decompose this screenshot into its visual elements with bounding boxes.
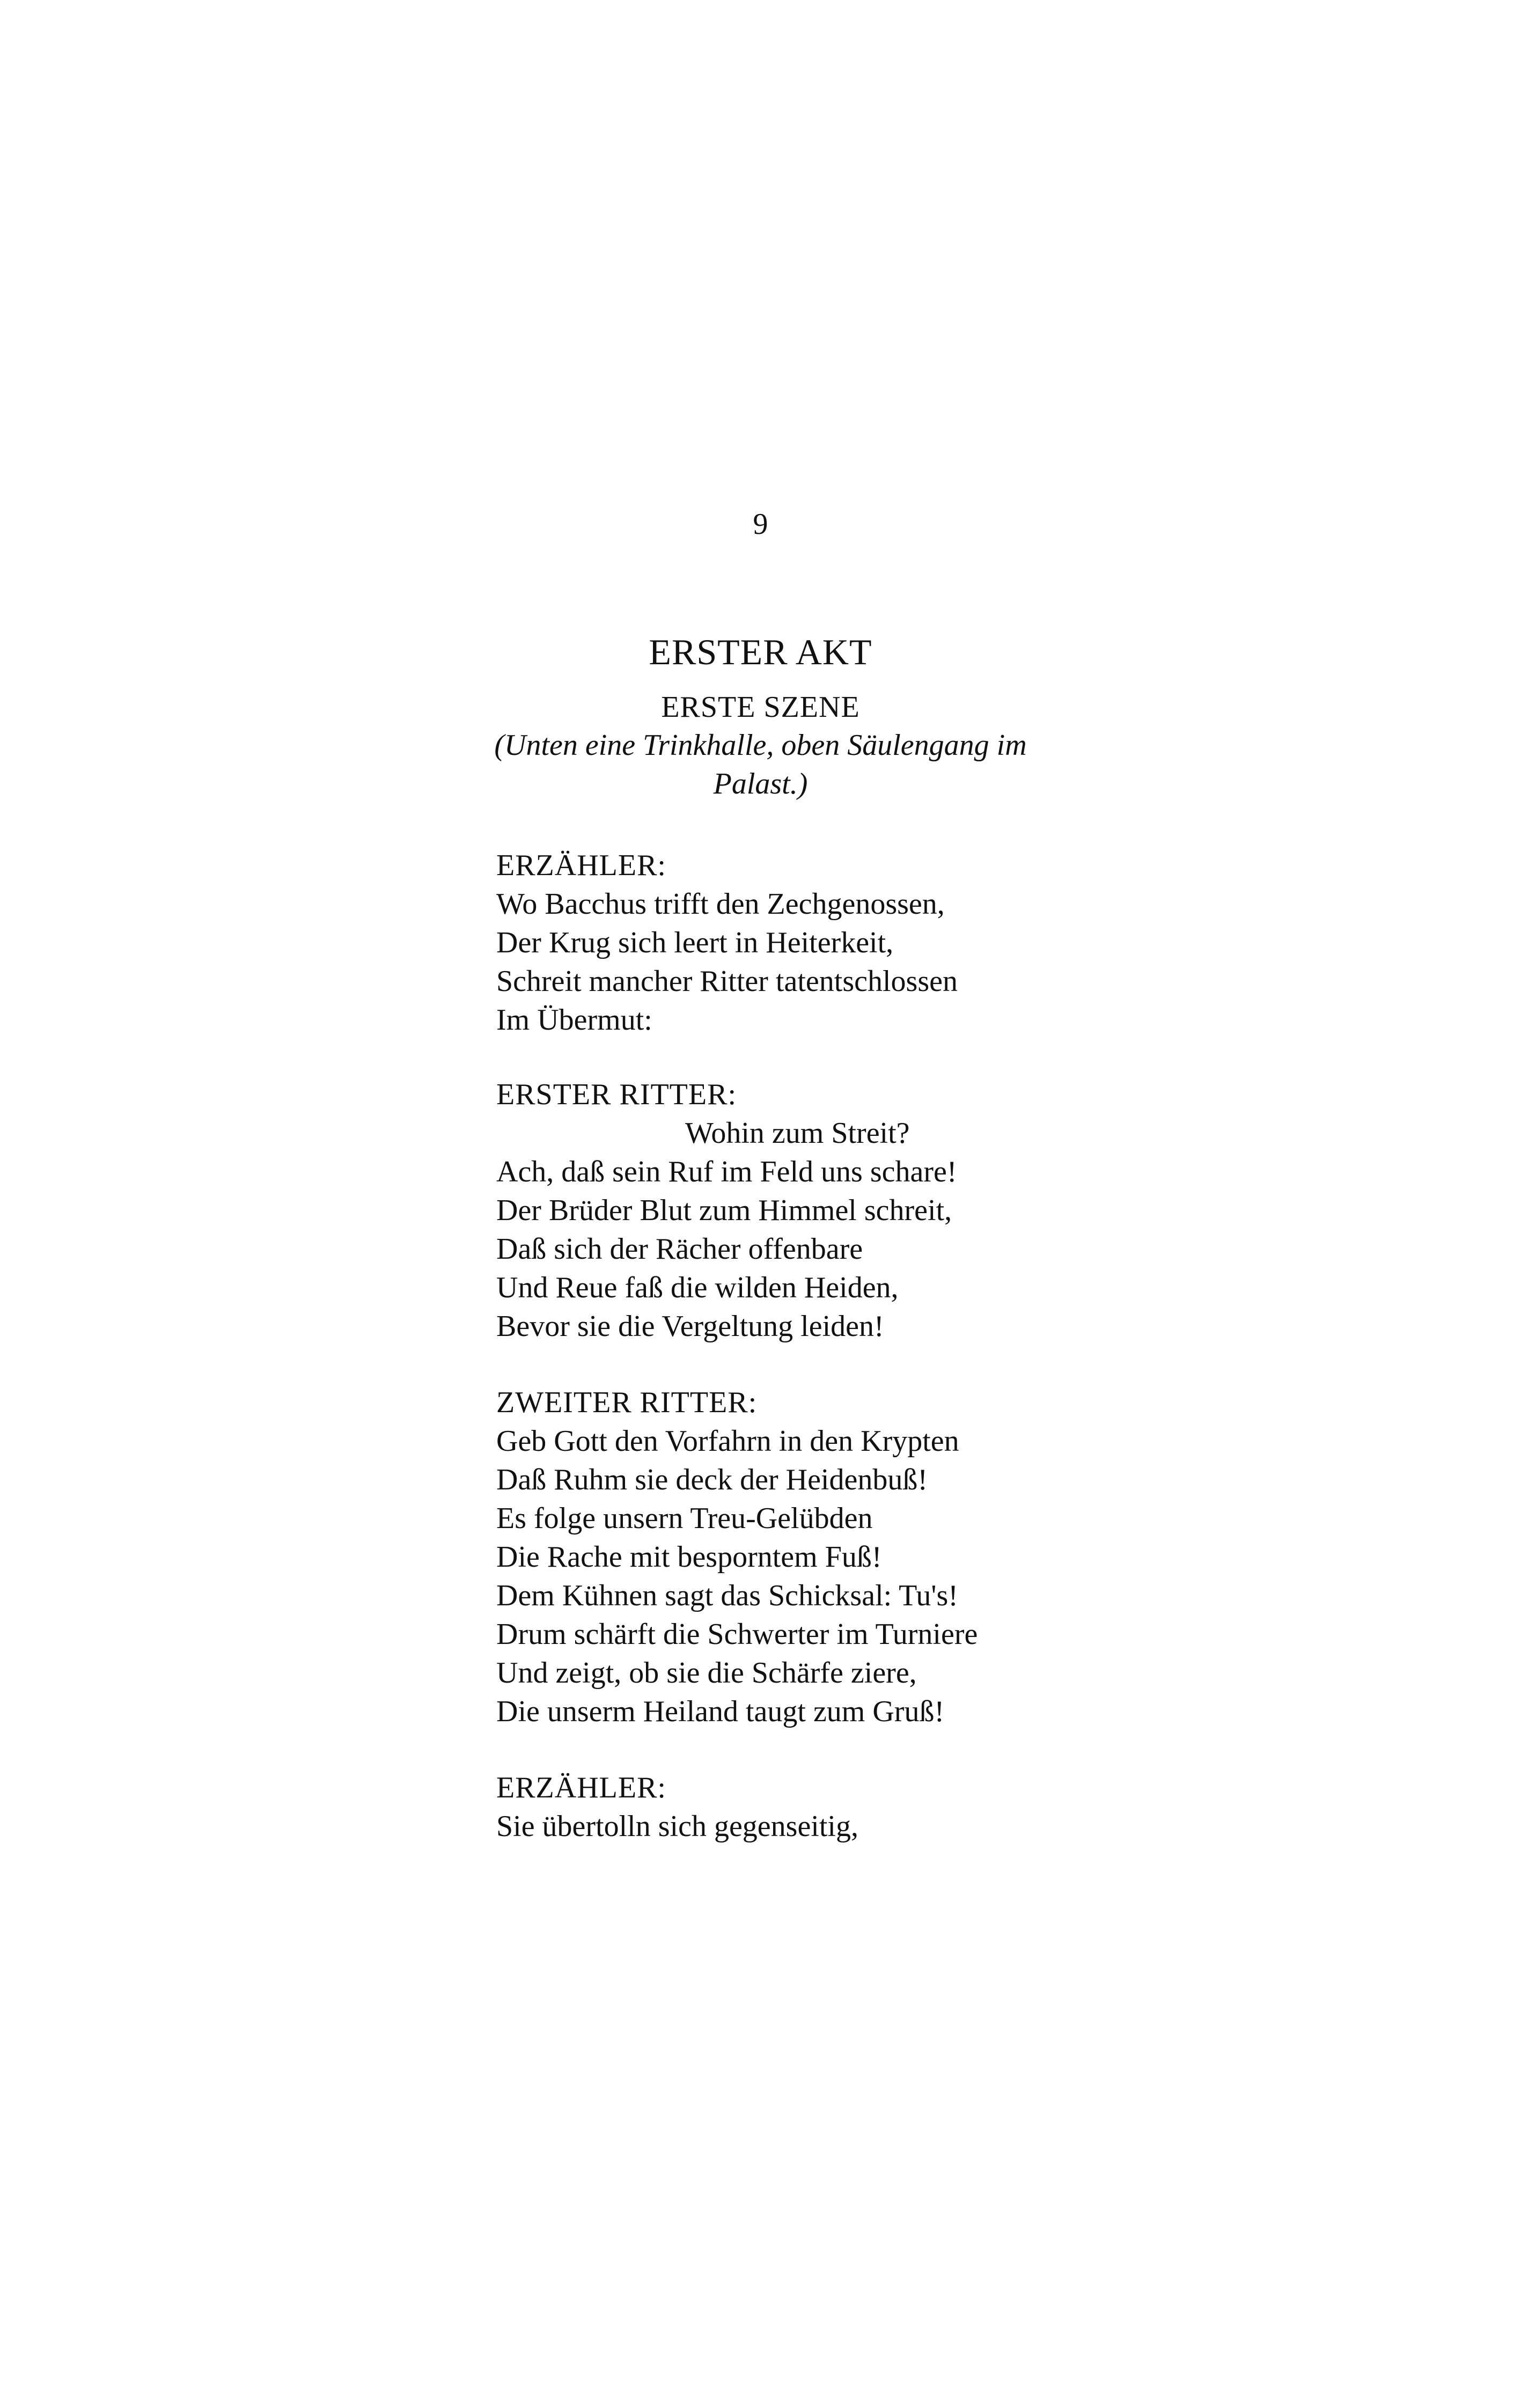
speech-narrator-1 bbox=[496, 846, 1301, 1039]
verse-line: Bevor sie die Vergeltung leiden! bbox=[496, 1310, 884, 1343]
verse-line: Daß Ruhm sie deck der Heidenbuß! bbox=[496, 1463, 928, 1496]
speaker-name: ERSTER RITTER: bbox=[496, 1078, 737, 1111]
stage-direction-line: (Unten eine Trinkhalle, oben Säulengang im bbox=[494, 729, 1027, 762]
act-title: ERSTER AKT bbox=[649, 632, 872, 672]
verse-line: Und Reue faß die wilden Heiden, bbox=[496, 1271, 899, 1304]
verse-line: Sie übertolln sich gegenseitig, bbox=[496, 1810, 858, 1843]
speaker-name: ERZÄHLER: bbox=[496, 1771, 666, 1804]
verse-line: Schreit mancher Ritter tatentschlossen bbox=[496, 965, 958, 998]
verse-line: Und zeigt, ob sie die Schärfe ziere, bbox=[496, 1656, 917, 1690]
page-number: 9 bbox=[753, 508, 768, 541]
speaker-name: ZWEITER RITTER: bbox=[496, 1386, 758, 1419]
stage-direction bbox=[492, 726, 1029, 803]
verse-line: Der Brüder Blut zum Himmel schreit, bbox=[496, 1194, 952, 1227]
speech-narrator-2 bbox=[496, 1768, 1301, 1846]
verse-line: Daß sich der Rächer offenbare bbox=[496, 1232, 863, 1266]
verse-line: Dem Kühnen sagt das Schicksal: Tu's! bbox=[496, 1579, 958, 1612]
stage-direction-line: Palast.) bbox=[713, 767, 808, 801]
speech-second-knight bbox=[496, 1383, 1301, 1731]
verse-line: Im Übermut: bbox=[496, 1003, 652, 1037]
speech-first-knight bbox=[496, 1075, 1301, 1346]
verse-line: Ach, daß sein Ruf im Feld uns schare! bbox=[496, 1155, 957, 1188]
verse-line: Wohin zum Streit? bbox=[685, 1117, 910, 1150]
scene-title: ERSTE SZENE bbox=[661, 691, 860, 724]
verse-line: Der Krug sich leert in Heiterkeit, bbox=[496, 926, 894, 959]
verse-line: Geb Gott den Vorfahrn in den Krypten bbox=[496, 1425, 959, 1458]
verse-line: Die unserm Heiland taugt zum Gruß! bbox=[496, 1695, 945, 1728]
verse-line: Es folge unsern Treu-Gelübden bbox=[496, 1502, 873, 1535]
verse-line: Wo Bacchus trifft den Zechgenossen, bbox=[496, 887, 945, 921]
speaker-name: ERZÄHLER: bbox=[496, 849, 666, 882]
verse-line: Drum schärft die Schwerter im Turniere bbox=[496, 1618, 978, 1651]
verse-line: Die Rache mit besporntem Fuß! bbox=[496, 1540, 882, 1574]
